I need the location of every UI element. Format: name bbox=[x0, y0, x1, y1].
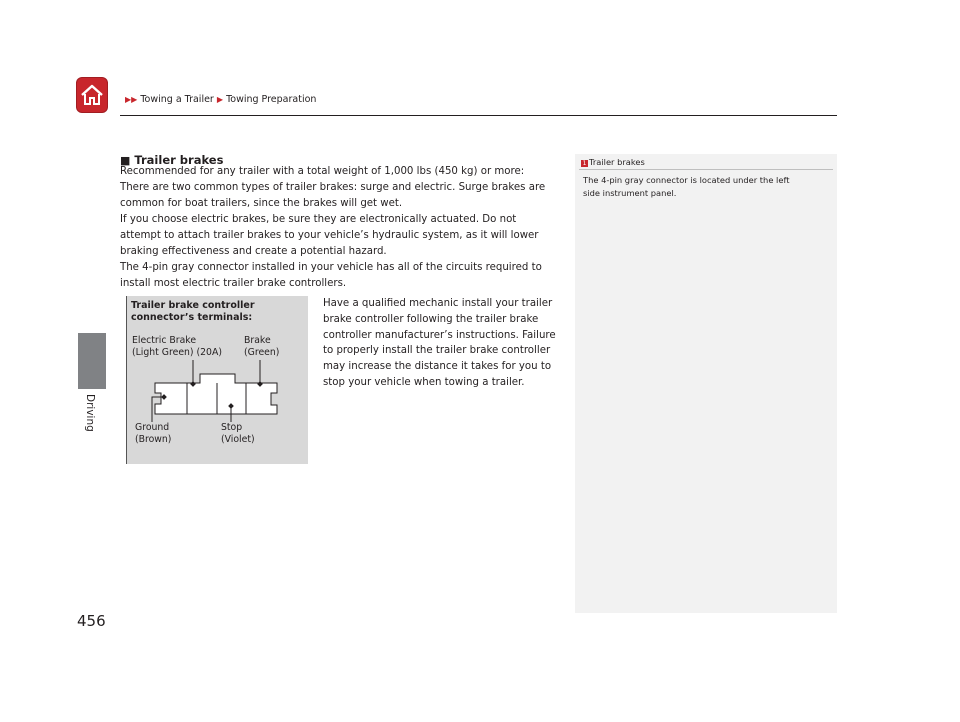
figure-title-line: connector’s terminals: bbox=[131, 312, 253, 323]
side-line: brake controller following the trailer brake bbox=[323, 313, 539, 325]
section-label bbox=[80, 394, 102, 434]
label-line: (Violet) bbox=[221, 434, 255, 445]
note-line: side instrument panel. bbox=[583, 187, 677, 198]
home-icon bbox=[80, 83, 104, 107]
body-line: The 4-pin gray connector installed in your vehicle has all of the circuits required to bbox=[120, 262, 542, 273]
note-text bbox=[583, 174, 823, 199]
heading-marker-icon: ■ bbox=[120, 154, 131, 167]
label-line: (Brown) bbox=[135, 434, 172, 445]
side-line: controller manufacturer’s instructions. Failure bbox=[323, 329, 556, 341]
body-line: There are two common types of trailer brakes: surge and electric. Surge brakes are bbox=[120, 182, 546, 193]
side-line: to properly install the trailer brake controller bbox=[323, 345, 551, 357]
body-line: install most electric trailer brake controllers. bbox=[120, 278, 347, 289]
section-label-text: Driving bbox=[84, 394, 96, 432]
side-line: Have a qualified mechanic install your trailer bbox=[323, 298, 553, 309]
body-line: common for boat trailers, since the brakes will get wet. bbox=[120, 198, 403, 209]
breadcrumb-item-towing-preparation[interactable]: Towing Preparation bbox=[226, 94, 317, 105]
connector-outline bbox=[155, 374, 277, 414]
header-rule bbox=[120, 115, 837, 116]
note-line: The 4-pin gray connector is located under the left bbox=[583, 175, 790, 185]
note-box bbox=[575, 154, 837, 613]
label-line: Electric Brake bbox=[132, 335, 197, 346]
note-divider bbox=[579, 169, 833, 170]
heading-text: Trailer brakes bbox=[134, 153, 224, 167]
label-line: Brake bbox=[244, 335, 271, 346]
label-line: Stop bbox=[221, 422, 243, 433]
connector-figure bbox=[126, 296, 308, 464]
home-button[interactable] bbox=[77, 78, 107, 112]
side-line: stop your vehicle when towing a trailer. bbox=[323, 376, 525, 388]
page-number: 456 bbox=[77, 612, 106, 630]
side-paragraph bbox=[323, 296, 563, 391]
note-heading bbox=[581, 157, 645, 167]
figure-title-line: Trailer brake controller bbox=[131, 300, 255, 311]
breadcrumb-arrow-icon: ▶ bbox=[216, 95, 224, 104]
connector-diagram bbox=[127, 296, 308, 464]
body-line: Recommended for any trailer with a total weight of 1,000 lbs (450 kg) or more: bbox=[120, 166, 525, 177]
label-line: Ground bbox=[135, 422, 170, 433]
breadcrumb-arrow-icon: ▶▶ bbox=[125, 95, 138, 104]
body-line: attempt to attach trailer brakes to your vehicle’s hydraulic system, as it will lower bbox=[120, 230, 539, 241]
section-tab[interactable] bbox=[78, 333, 106, 389]
body-line: braking effectiveness and create a potential hazard. bbox=[120, 246, 387, 257]
note-reference-icon: 1 bbox=[582, 160, 587, 167]
side-line: may increase the distance it takes for you to bbox=[323, 361, 552, 373]
breadcrumb bbox=[125, 94, 316, 105]
label-line: (Light Green) (20A) bbox=[132, 347, 222, 358]
breadcrumb-item-towing-a-trailer[interactable]: Towing a Trailer bbox=[140, 94, 214, 105]
note-title: Trailer brakes bbox=[589, 157, 645, 167]
label-line: (Green) bbox=[244, 347, 280, 358]
body-line: If you choose electric brakes, be sure they are electronically actuated. Do not bbox=[120, 214, 517, 225]
